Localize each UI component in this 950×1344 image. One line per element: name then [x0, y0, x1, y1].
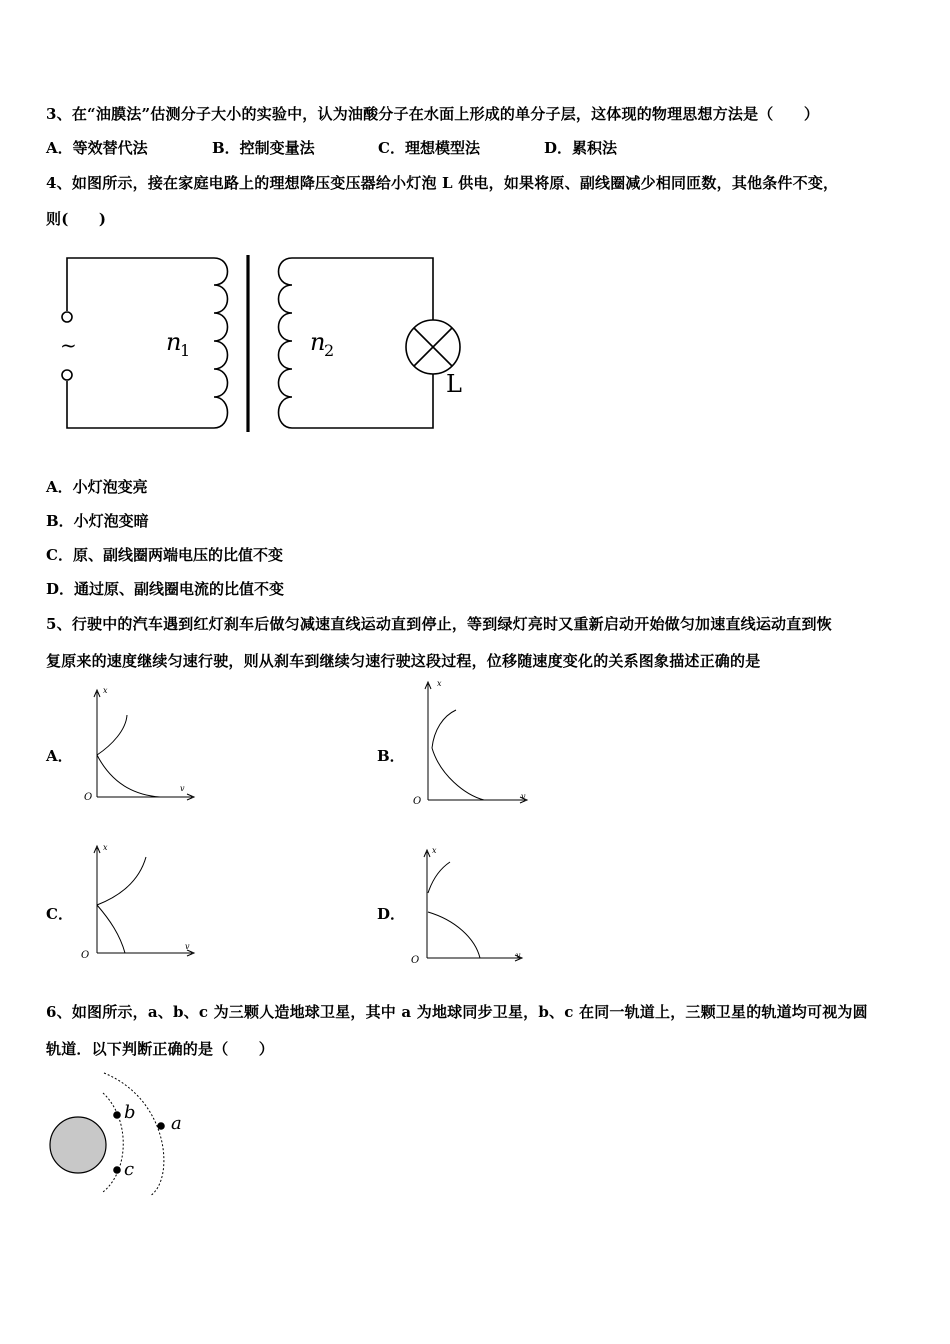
satellite-c-label: c	[124, 1159, 135, 1180]
q3-option-c[interactable]: C．理想模型法	[378, 139, 480, 157]
svg-text:x: x	[432, 846, 437, 855]
svg-text:v: v	[521, 792, 526, 801]
q4-stem-line2: 则( )	[46, 210, 107, 228]
svg-text:v: v	[185, 942, 190, 951]
q3-stem: 3、在“油膜法”估测分子大小的实验中，认为油酸分子在水面上形成的单分子层，这体现的物理思想方法是（ ）	[46, 105, 820, 123]
q5-option-a-label[interactable]: A．	[46, 747, 73, 765]
primary-sub: 1	[180, 341, 191, 360]
satellite-c	[113, 1166, 121, 1174]
secondary-label: n	[310, 328, 326, 356]
q3-option-d[interactable]: D．累积法	[544, 139, 618, 157]
q5-option-c-label[interactable]: C．	[46, 905, 73, 923]
satellite-b	[113, 1111, 121, 1119]
svg-text:x: x	[103, 686, 108, 695]
earth	[50, 1117, 106, 1173]
q6-stem-line2: 轨道．以下判断正确的是（ ）	[46, 1040, 275, 1058]
svg-text:O: O	[84, 792, 93, 803]
q6-stem-line1: 6、如图所示，a、b、c 为三颗人造地球卫星，其中 a 为地球同步卫星，b、c 在同一轨道上，三颗卫星的轨道均可视为圆	[46, 1003, 868, 1021]
secondary-sub: 2	[324, 341, 335, 360]
q5-option-d-label[interactable]: D．	[377, 905, 406, 923]
q4-option-d[interactable]: D．通过原、副线圈电流的比值不变	[46, 580, 285, 598]
q5-stem-line2: 复原来的速度继续匀速行驶，则从刹车到继续匀速行驶这段过程，位移随速度变化的关系图象描述正确的是	[46, 652, 761, 670]
svg-text:O: O	[411, 955, 420, 966]
q4-option-c[interactable]: C．原、副线圈两端电压的比值不变	[46, 546, 283, 564]
q5-stem-line1: 5、行驶中的汽车遇到红灯刹车后做匀减速直线运动直到停止，等到绿灯亮时又重新启动开始做匀加速直线运动直到恢	[46, 615, 832, 633]
q4-option-b[interactable]: B．小灯泡变暗	[46, 512, 149, 530]
satellite-a	[157, 1122, 165, 1130]
svg-text:v: v	[180, 784, 185, 793]
q3-option-b[interactable]: B．控制变量法	[212, 139, 315, 157]
svg-text:O: O	[413, 796, 422, 807]
lamp-label: L	[446, 370, 462, 398]
satellite-b-label: b	[124, 1102, 136, 1123]
svg-text:x: x	[103, 843, 108, 852]
q4-option-a[interactable]: A．小灯泡变亮	[46, 478, 148, 496]
q5-option-b-label[interactable]: B．	[377, 747, 405, 765]
ac-source-symbol: ~	[60, 333, 77, 357]
primary-label: n	[166, 328, 182, 356]
svg-text:v: v	[516, 951, 521, 960]
q4-stem-line1: 4、如图所示，接在家庭电路上的理想降压变压器给小灯泡 L 供电，如果将原、副线圈减少相同匝数，其他条件不变，	[46, 174, 839, 192]
svg-text:x: x	[437, 679, 442, 688]
q3-option-a[interactable]: A．等效替代法	[46, 139, 148, 157]
satellite-a-label: a	[171, 1113, 182, 1134]
svg-text:O: O	[81, 950, 90, 961]
